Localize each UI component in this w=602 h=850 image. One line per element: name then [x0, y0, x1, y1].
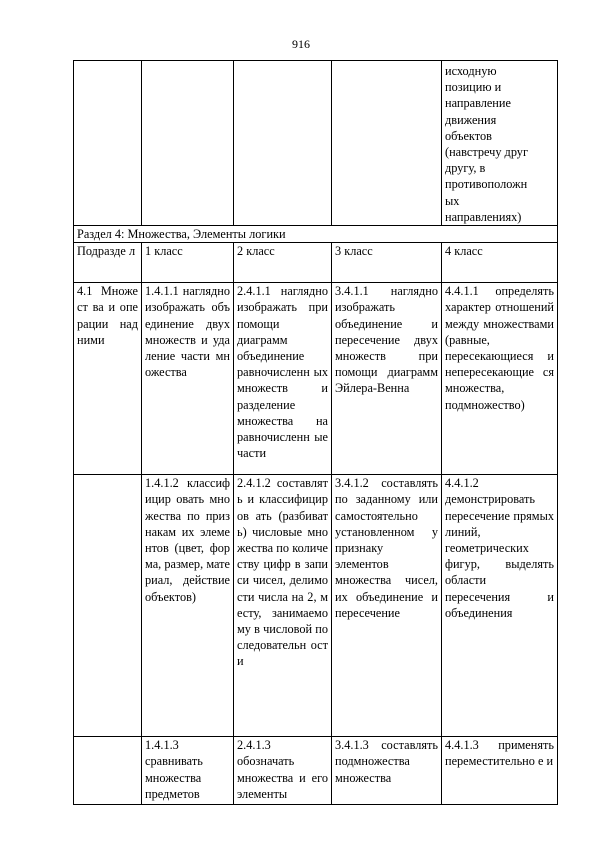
grade-2-cell: 2.4.1.2 составлять и классифициров ать (разбивать) числовые множества по количеству цифр в записи чисел, делимости числа на 2, месту, занимаемому в числовой последовательн ости [234, 475, 332, 737]
grade-4-cell: 4.4.1.2 демонстрировать пересечение прямых линий, геометрических фигур, выделять области пересечения и объединения [442, 475, 558, 737]
header-subsection: Подразде л [74, 243, 142, 283]
table-row [74, 737, 558, 805]
subsection-cell [74, 475, 142, 737]
continuation-row [74, 61, 558, 226]
grade-2-cell: 2.4.1.3 обозначать множества и его элементы [234, 737, 332, 805]
continuation-cell-text: исходную позицию и направление движения объектов (навстречу друг другу, в противоположн ых направлениях) [442, 61, 558, 226]
continuation-cell-empty-4 [332, 61, 442, 226]
continuation-cell-empty-3 [234, 61, 332, 226]
header-grade-3: 3 класс [332, 243, 442, 283]
section-title: Раздел 4: Множества, Элементы логики [74, 226, 558, 243]
header-grade-4: 4 класс [442, 243, 558, 283]
grade-1-cell: 1.4.1.1 наглядно изображать объединение двух множеств и удаление части множества [142, 283, 234, 475]
section-row [74, 226, 558, 243]
grade-3-cell: 3.4.1.2 составлять по заданному или самостоятельно установленном у признаку элементов множества чисел, их объединение и пересечение [332, 475, 442, 737]
grade-2-cell: 2.4.1.1 наглядно изображать при помощи диаграмм объединение равночисленн ых множеств и разделение множества на равночисленн ые части [234, 283, 332, 475]
table-row [74, 283, 558, 475]
grade-3-cell: 3.4.1.3 составлять подмножества множества [332, 737, 442, 805]
grade-1-cell: 1.4.1.2 классифицир овать множества по признакам их элементов (цвет, форма, размер, материал, действие объектов) [142, 475, 234, 737]
grade-4-cell: 4.4.1.3 применять переместительно е и [442, 737, 558, 805]
header-row [74, 243, 558, 283]
grade-4-cell: 4.4.1.1 определять характер отношений между множествами (равные, пересекающиеся и непересекающие ся множества, подмножество) [442, 283, 558, 475]
continuation-cell-empty-1 [74, 61, 142, 226]
subsection-cell: 4.1 Множест ва и операции над ними [74, 283, 142, 475]
subsection-cell [74, 737, 142, 805]
continuation-cell-empty-2 [142, 61, 234, 226]
header-grade-1: 1 класс [142, 243, 234, 283]
grade-3-cell: 3.4.1.1 наглядно изображать объединение и пересечение двух множеств при помощи диаграмм Эйлера-Венна [332, 283, 442, 475]
curriculum-table [73, 60, 558, 805]
header-grade-2: 2 класс [234, 243, 332, 283]
page-number: 916 [292, 37, 310, 51]
grade-1-cell: 1.4.1.3 сравнивать множества предметов [142, 737, 234, 805]
table-row [74, 475, 558, 737]
